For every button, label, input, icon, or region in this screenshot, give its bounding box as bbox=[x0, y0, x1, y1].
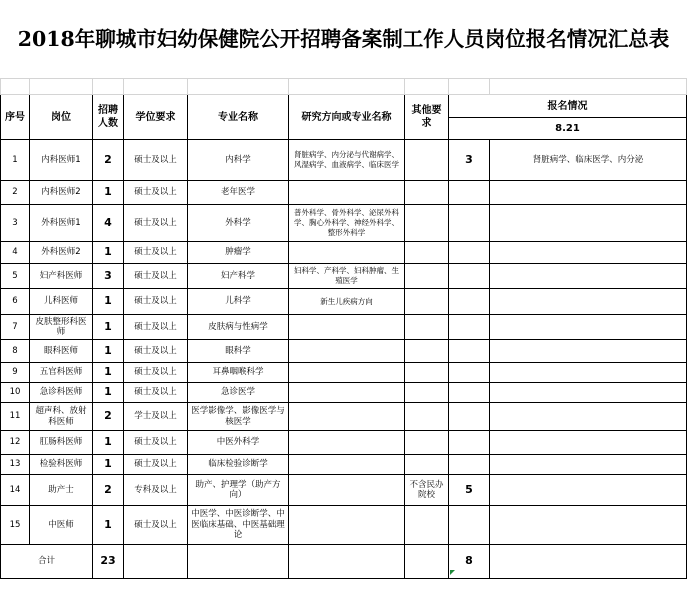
cell-reg-note bbox=[490, 506, 687, 545]
cell-degree: 硕士及以上 bbox=[124, 506, 188, 545]
cell-count: 1 bbox=[93, 289, 124, 315]
cell-no: 14 bbox=[1, 475, 30, 506]
total-row bbox=[1, 545, 687, 579]
cell-reg-count bbox=[449, 383, 490, 403]
cell-no: 2 bbox=[1, 181, 30, 205]
cell-no: 8 bbox=[1, 340, 30, 363]
cell-major: 眼科学 bbox=[188, 340, 289, 363]
cell-comment-marker bbox=[450, 570, 455, 575]
cell-post: 内科医师1 bbox=[30, 140, 93, 181]
table-title: 2018年聊城市妇幼保健院公开招聘备案制工作人员岗位报名情况汇总表 bbox=[17, 26, 670, 51]
cell-count: 2 bbox=[93, 140, 124, 181]
table-row bbox=[1, 340, 687, 363]
cell-reg-count bbox=[449, 340, 490, 363]
cell-post: 儿科医师 bbox=[30, 289, 93, 315]
cell-reg-count bbox=[449, 363, 490, 383]
header-post: 岗位 bbox=[30, 95, 93, 140]
table-row bbox=[1, 181, 687, 205]
cell-post: 眼科医师 bbox=[30, 340, 93, 363]
table-row bbox=[1, 383, 687, 403]
header-degree: 学位要求 bbox=[124, 95, 188, 140]
cell-count: 1 bbox=[93, 181, 124, 205]
cell-major: 外科学 bbox=[188, 205, 289, 242]
header-date: 8.21 bbox=[449, 118, 687, 140]
table-row bbox=[1, 431, 687, 455]
cell-major: 临床检验诊断学 bbox=[188, 455, 289, 475]
total-empty-degree bbox=[124, 545, 188, 579]
cell-major: 急诊医学 bbox=[188, 383, 289, 403]
cell-research bbox=[289, 181, 405, 205]
cell-degree: 硕士及以上 bbox=[124, 340, 188, 363]
cell-post: 妇产科医师 bbox=[30, 264, 93, 289]
total-empty-other bbox=[405, 545, 449, 579]
cell-no: 3 bbox=[1, 205, 30, 242]
cell-other bbox=[405, 289, 449, 315]
cell-degree: 硕士及以上 bbox=[124, 181, 188, 205]
cell-research bbox=[289, 431, 405, 455]
cell-degree: 学士及以上 bbox=[124, 403, 188, 431]
cell-other bbox=[405, 264, 449, 289]
cell-major: 中医外科学 bbox=[188, 431, 289, 455]
header-other: 其他要求 bbox=[405, 95, 449, 140]
cell-no: 6 bbox=[1, 289, 30, 315]
cell-other bbox=[405, 363, 449, 383]
cell-reg-count bbox=[449, 506, 490, 545]
cell-major: 肿瘤学 bbox=[188, 242, 289, 264]
cell-no: 13 bbox=[1, 455, 30, 475]
cell-other bbox=[405, 383, 449, 403]
total-count: 23 bbox=[93, 545, 124, 579]
cell-research bbox=[289, 340, 405, 363]
cell-reg-count bbox=[449, 242, 490, 264]
header-major: 专业名称 bbox=[188, 95, 289, 140]
cell-post: 五官科医师 bbox=[30, 363, 93, 383]
cell-reg-count bbox=[449, 315, 490, 340]
cell-research: 新生儿疾病方向 bbox=[289, 289, 405, 315]
cell-count: 1 bbox=[93, 506, 124, 545]
cell-reg-count bbox=[449, 264, 490, 289]
cell-research: 妇科学、产科学、妇科肿瘤、生殖医学 bbox=[289, 264, 405, 289]
cell-post: 皮肤整形科医师 bbox=[30, 315, 93, 340]
cell-count: 2 bbox=[93, 475, 124, 506]
cell-count: 1 bbox=[93, 242, 124, 264]
cell-other bbox=[405, 181, 449, 205]
cell-count: 3 bbox=[93, 264, 124, 289]
cell-count: 1 bbox=[93, 383, 124, 403]
cell-degree: 硕士及以上 bbox=[124, 205, 188, 242]
cell-other bbox=[405, 506, 449, 545]
cell-degree: 硕士及以上 bbox=[124, 289, 188, 315]
cell-degree: 硕士及以上 bbox=[124, 140, 188, 181]
cell-reg-note bbox=[490, 363, 687, 383]
cell-reg-count bbox=[449, 403, 490, 431]
cell-major: 妇产科学 bbox=[188, 264, 289, 289]
cell-research bbox=[289, 242, 405, 264]
cell-research bbox=[289, 455, 405, 475]
cell-other bbox=[405, 431, 449, 455]
cell-research: 普外科学、骨外科学、泌尿外科学、胸心外科学、神经外科学、整形外科学 bbox=[289, 205, 405, 242]
cell-major: 耳鼻咽喉科学 bbox=[188, 363, 289, 383]
cell-degree: 硕士及以上 bbox=[124, 264, 188, 289]
table-row bbox=[1, 315, 687, 340]
cell-no: 15 bbox=[1, 506, 30, 545]
cell-reg-count bbox=[449, 455, 490, 475]
cell-post: 外科医师1 bbox=[30, 205, 93, 242]
cell-other bbox=[405, 140, 449, 181]
cell-reg-note bbox=[490, 315, 687, 340]
cell-count: 2 bbox=[93, 403, 124, 431]
cell-other: 不含民办院校 bbox=[405, 475, 449, 506]
cell-research bbox=[289, 363, 405, 383]
cell-post: 中医师 bbox=[30, 506, 93, 545]
cell-reg-note bbox=[490, 289, 687, 315]
cell-degree: 硕士及以上 bbox=[124, 242, 188, 264]
total-empty-note bbox=[490, 545, 687, 579]
cell-reg-count bbox=[449, 431, 490, 455]
cell-major: 内科学 bbox=[188, 140, 289, 181]
total-label: 合计 bbox=[1, 545, 93, 579]
cell-reg-note bbox=[490, 383, 687, 403]
cell-reg-note bbox=[490, 340, 687, 363]
cell-degree: 硕士及以上 bbox=[124, 383, 188, 403]
cell-post: 内科医师2 bbox=[30, 181, 93, 205]
cell-other bbox=[405, 205, 449, 242]
cell-major: 助产、护理学（助产方向） bbox=[188, 475, 289, 506]
table-row bbox=[1, 205, 687, 242]
cell-degree: 硕士及以上 bbox=[124, 363, 188, 383]
table-row bbox=[1, 242, 687, 264]
cell-degree: 专科及以上 bbox=[124, 475, 188, 506]
cell-no: 11 bbox=[1, 403, 30, 431]
cell-count: 1 bbox=[93, 455, 124, 475]
cell-count: 1 bbox=[93, 363, 124, 383]
cell-reg-count: 3 bbox=[449, 140, 490, 181]
cell-reg-count bbox=[449, 181, 490, 205]
cell-no: 1 bbox=[1, 140, 30, 181]
recruitment-table bbox=[0, 78, 687, 579]
cell-post: 外科医师2 bbox=[30, 242, 93, 264]
cell-research bbox=[289, 383, 405, 403]
cell-degree: 硕士及以上 bbox=[124, 315, 188, 340]
cell-no: 10 bbox=[1, 383, 30, 403]
cell-research bbox=[289, 315, 405, 340]
table-row bbox=[1, 140, 687, 181]
table-row bbox=[1, 455, 687, 475]
cell-post: 急诊科医师 bbox=[30, 383, 93, 403]
cell-research bbox=[289, 475, 405, 506]
cell-count: 1 bbox=[93, 431, 124, 455]
cell-degree: 硕士及以上 bbox=[124, 455, 188, 475]
cell-other bbox=[405, 315, 449, 340]
cell-no: 9 bbox=[1, 363, 30, 383]
cell-research bbox=[289, 403, 405, 431]
cell-reg-count bbox=[449, 289, 490, 315]
cell-reg-note bbox=[490, 205, 687, 242]
cell-reg-note bbox=[490, 431, 687, 455]
cell-major: 医学影像学、影像医学与核医学 bbox=[188, 403, 289, 431]
cell-count: 4 bbox=[93, 205, 124, 242]
total-reg: 8 bbox=[449, 545, 490, 579]
cell-reg-note bbox=[490, 264, 687, 289]
cell-major: 中医学、中医诊断学、中医临床基础、中医基础理论 bbox=[188, 506, 289, 545]
cell-reg-note bbox=[490, 455, 687, 475]
cell-other bbox=[405, 455, 449, 475]
cell-no: 5 bbox=[1, 264, 30, 289]
total-empty-research bbox=[289, 545, 405, 579]
cell-major: 老年医学 bbox=[188, 181, 289, 205]
cell-no: 12 bbox=[1, 431, 30, 455]
cell-reg-count: 5 bbox=[449, 475, 490, 506]
table-row bbox=[1, 363, 687, 383]
cell-reg-note bbox=[490, 242, 687, 264]
cell-other bbox=[405, 242, 449, 264]
cell-research bbox=[289, 506, 405, 545]
cell-post: 助产士 bbox=[30, 475, 93, 506]
table-row bbox=[1, 264, 687, 289]
cell-post: 超声科、放射科医师 bbox=[30, 403, 93, 431]
cell-reg-note bbox=[490, 475, 687, 506]
cell-no: 7 bbox=[1, 315, 30, 340]
cell-post: 检验科医师 bbox=[30, 455, 93, 475]
cell-no: 4 bbox=[1, 242, 30, 264]
table-row bbox=[1, 475, 687, 506]
cell-degree: 硕士及以上 bbox=[124, 431, 188, 455]
cell-major: 儿科学 bbox=[188, 289, 289, 315]
cell-reg-note bbox=[490, 181, 687, 205]
cell-count: 1 bbox=[93, 340, 124, 363]
cell-reg-count bbox=[449, 205, 490, 242]
cell-research: 肾脏病学、内分泌与代谢病学、风湿病学、血液病学、临床医学 bbox=[289, 140, 405, 181]
cell-other bbox=[405, 403, 449, 431]
header-count: 招聘人数 bbox=[93, 95, 124, 140]
table-row bbox=[1, 403, 687, 431]
cell-count: 1 bbox=[93, 315, 124, 340]
header-research: 研究方向或专业名称 bbox=[289, 95, 405, 140]
cell-other bbox=[405, 340, 449, 363]
header-status: 报名情况 bbox=[449, 95, 687, 118]
cell-reg-note: 肾脏病学、临床医学、内分泌 bbox=[490, 140, 687, 181]
cell-reg-note bbox=[490, 403, 687, 431]
table-row bbox=[1, 289, 687, 315]
cell-post: 肛肠科医师 bbox=[30, 431, 93, 455]
total-empty-major bbox=[188, 545, 289, 579]
header-no: 序号 bbox=[1, 95, 30, 140]
table-row bbox=[1, 506, 687, 545]
cell-major: 皮肤病与性病学 bbox=[188, 315, 289, 340]
